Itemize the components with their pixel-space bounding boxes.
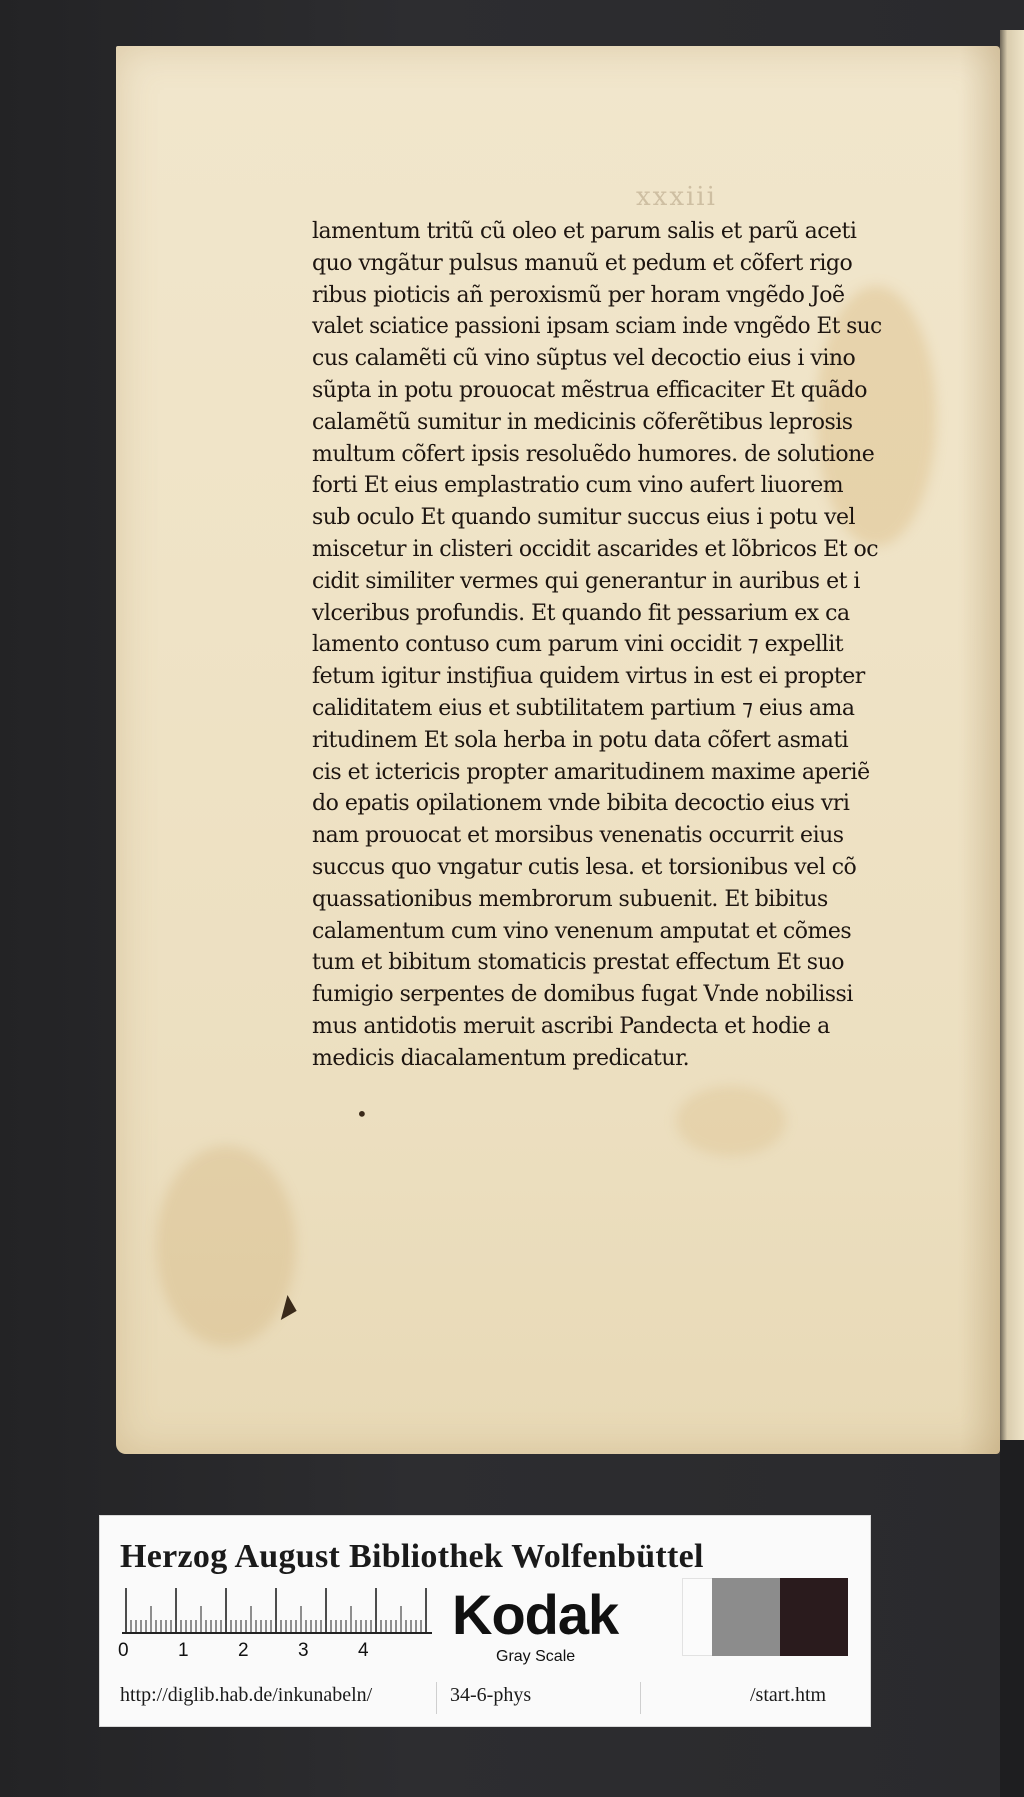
- ink-fleck: ◢: [268, 1289, 299, 1323]
- gray-scale-label: Gray Scale: [496, 1648, 576, 1665]
- ruler-scale-labels: [118, 1640, 418, 1664]
- ink-fleck: •: [356, 1102, 368, 1126]
- digital-library-url: http://diglib.hab.de/inkunabeln/: [120, 1684, 373, 1706]
- text-line: calamẽtũ sumitur in medicinis cõferẽtibus leprosis: [312, 409, 853, 435]
- body-text: [312, 216, 882, 1075]
- text-line: ribus pioticis añ peroxismũ per horam vngẽdo Joẽ: [312, 282, 845, 308]
- text-line: valet sciatice passioni ipsam sciam inde vngẽdo Et suc: [312, 314, 882, 340]
- text-line: mus antidotis meruit ascribi Pandecta et hodie a: [312, 1013, 830, 1039]
- text-line: succus quo vngatur cutis lesa. et torsionibus vel cõ: [312, 854, 857, 880]
- kodak-gray-scale: [440, 1582, 680, 1672]
- text-line: forti Et eius emplastratio cum vino aufert liuorem: [312, 473, 844, 499]
- text-line: cus calamẽti cũ vino sũptus vel decoctio eius i vino: [312, 346, 856, 372]
- text-line: sũpta in potu prouocat mẽstrua efficaciter Et quãdo: [312, 377, 867, 403]
- footer-divider: [436, 1682, 437, 1714]
- text-line: fetum igitur instiƒiua quidem virtus in est ei propter: [312, 664, 865, 690]
- text-line: lamento contuso cum parum vini occidit ⁊ expellit: [312, 632, 844, 658]
- kodak-logo: Kodak: [452, 1583, 619, 1646]
- text-line: do epatis opilationem vnde bibita decoctio eius vri: [312, 791, 850, 817]
- text-line: vlceribus profundis. Et quando fit pessarium ex ca: [312, 600, 850, 626]
- text-line: sub oculo Et quando sumitur succus eius i potu vel: [312, 505, 856, 531]
- text-line: lamentum tritũ cũ oleo et parum salis et parũ aceti: [312, 219, 857, 244]
- card-footer: [120, 1682, 860, 1714]
- text-line: caliditatem eius et subtilitatem partium ⁊ eius ama: [312, 695, 855, 721]
- shelfmark-id: 34-6-phys: [450, 1684, 532, 1706]
- text-line: tum et bibitum stomaticis prestat effectum Et suo: [312, 950, 844, 976]
- text-line: multum cõfert ipsis resoluẽdo humores. de solutione: [312, 441, 875, 467]
- ruler-number: 3: [298, 1640, 309, 1661]
- ruler-number: 0: [118, 1640, 129, 1661]
- text-line: miscetur in clisteri occidit ascarides et lõbricos Et oc: [312, 536, 879, 562]
- text-line: fumigio serpentes de domibus fugat Vnde nobilissi: [312, 982, 853, 1008]
- adjacent-page-edge: [1000, 30, 1024, 1460]
- start-page-path: /start.htm: [750, 1684, 827, 1706]
- ruler-number: 2: [238, 1640, 249, 1661]
- ruler-number: 1: [178, 1640, 189, 1661]
- text-line: cidit similiter vermes qui generantur in auribus et i: [312, 568, 860, 594]
- text-line: quo vngãtur pulsus manuũ et pedum et cõfert rigo: [312, 250, 853, 276]
- footer-divider: [640, 1682, 641, 1714]
- text-line: quassationibus membrorum subuenit. Et bibitus: [312, 886, 828, 912]
- paper-stain: [156, 1146, 299, 1346]
- text-line: calamentum cum vino venenum amputat et cõmes: [312, 918, 852, 944]
- gray-swatch: [712, 1578, 780, 1656]
- library-title: Herzog August Bibliothek Wolfenbüttel: [120, 1538, 704, 1575]
- paper-stain: [676, 1086, 786, 1156]
- ruler-number: 4: [358, 1640, 369, 1661]
- text-line: cis et ictericis propter amaritudinem maxime aperiẽ: [312, 759, 870, 785]
- folio-number: xxxiii: [636, 182, 717, 212]
- measuring-ruler: [122, 1586, 432, 1634]
- adjacent-page-shadow: [1000, 1440, 1024, 1797]
- text-line: medicis diacalamentum predicatur.: [312, 1045, 690, 1071]
- text-line: ritudinem Et sola herba in potu data cõfert asmati: [312, 727, 849, 753]
- text-line: nam prouocat et morsibus venenatis occurrit eius: [312, 823, 844, 849]
- dark-swatch: [780, 1578, 848, 1656]
- color-target-card: [100, 1516, 870, 1726]
